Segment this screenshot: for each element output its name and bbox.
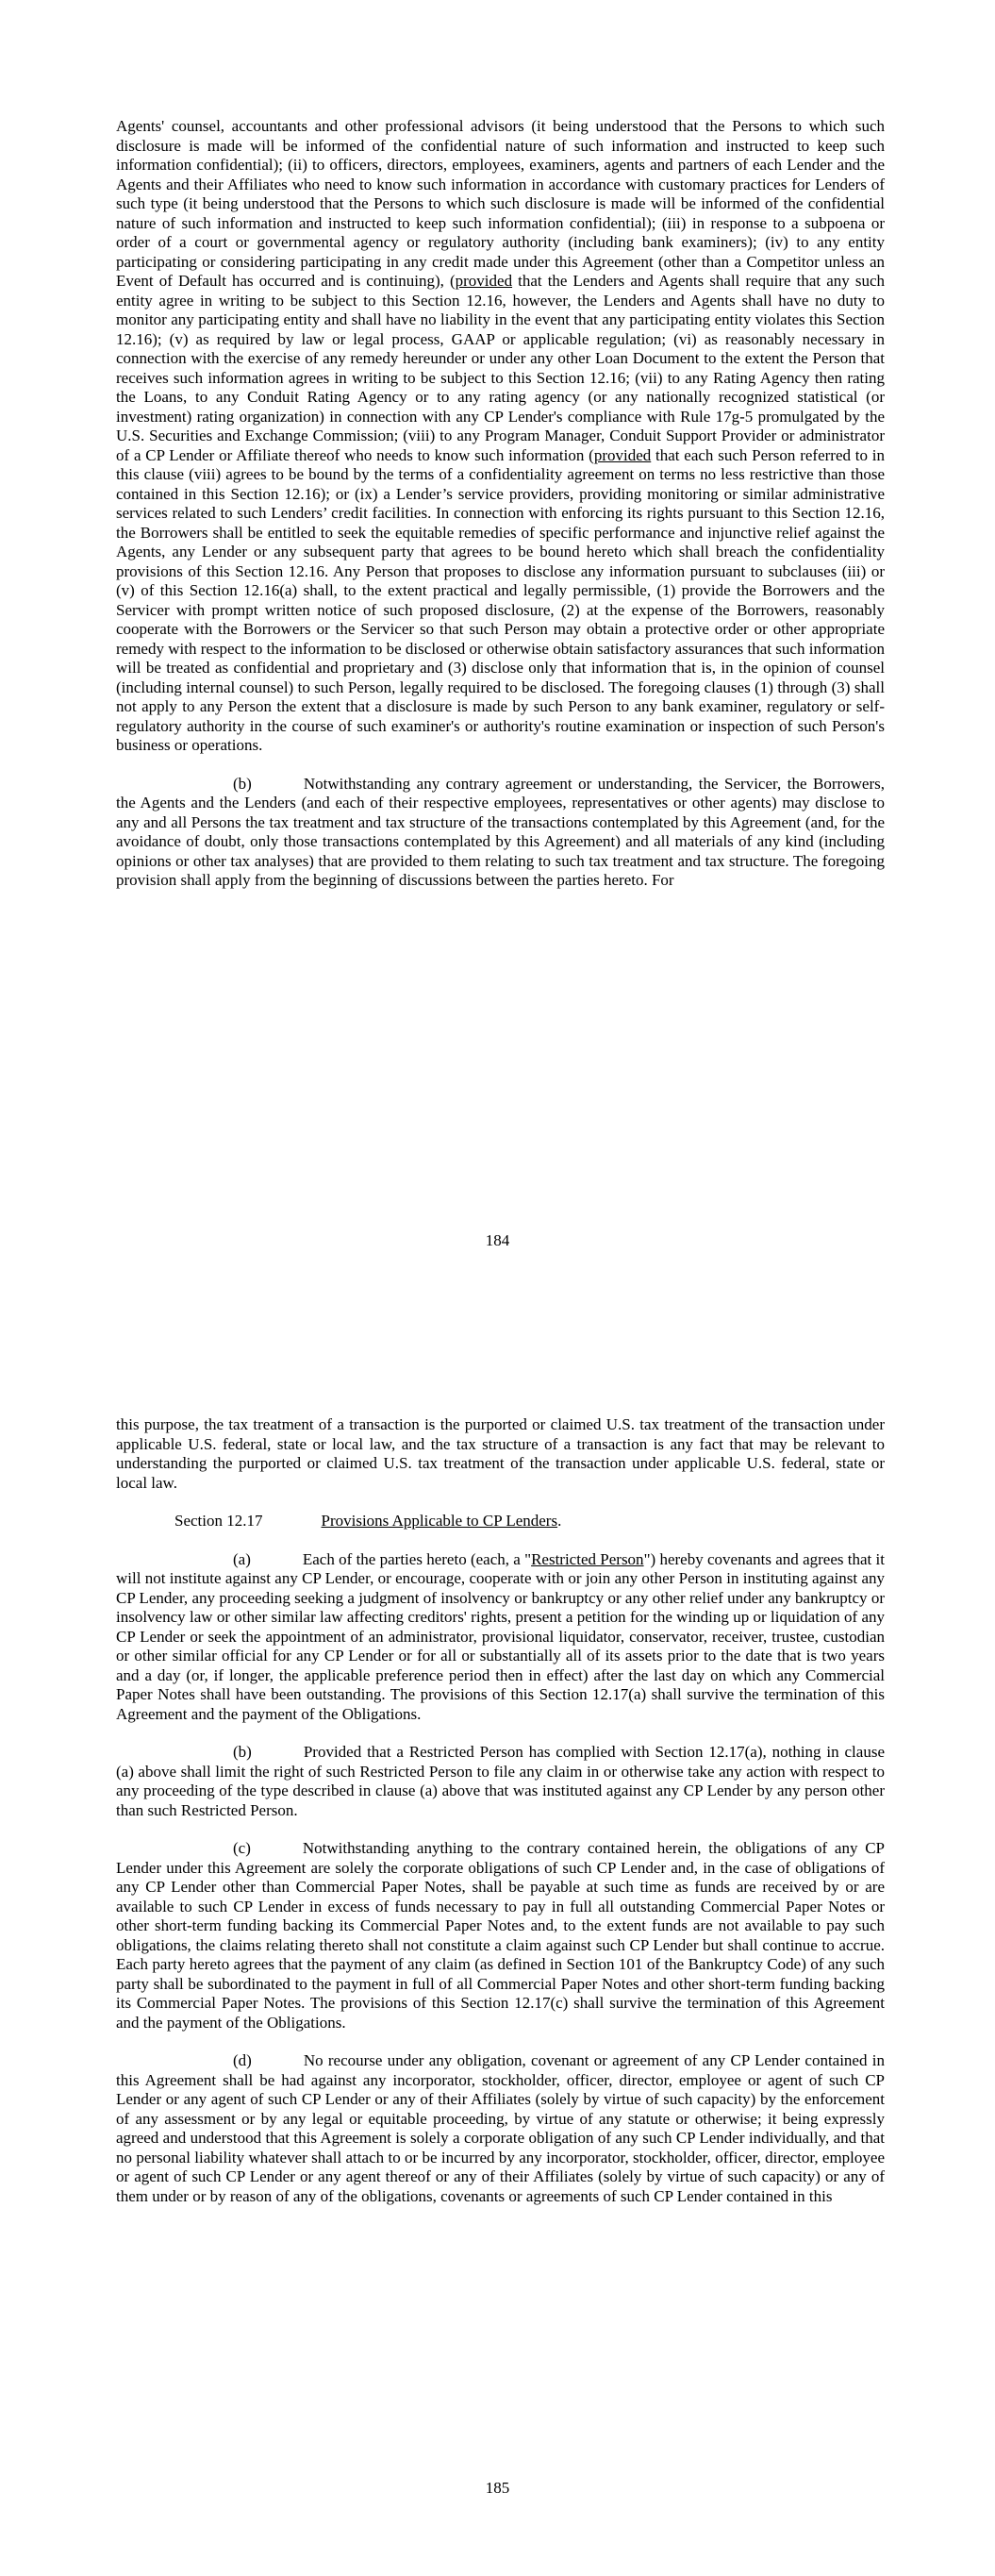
page-number: 185 bbox=[485, 2479, 510, 2497]
obligations-paragraph-c: (c) Notwithstanding anything to the contrary contained herein, the obligations of any CP Lender under this Agreement are solely the corporate obligations of such CP Lender and, in the case of obligations of any CP Lender other than Commercial Paper Notes, shall be payable at such time as funds are received by or are available to such CP Lender in excess of funds necessary to pay in full all outstanding Commercial Paper Notes or other short-term funding backing its Commercial Paper Notes and, to the extent funds are not available to pay such obligations, the claims relating thereto shall not constitute a claim against such CP Lender but shall continue to accrue. Each party hereto agrees that the payment of any claim (as defined in Section 101 of the Bankruptcy Code) of any such party shall be subordinated to the payment in full of all Commercial Paper Notes and other short-term funding backing its Commercial Paper Notes. The provisions of this Section 12.17(c) shall survive the termination of this Agreement and the payment of the Obligations. bbox=[116, 1839, 885, 2032]
clause-label: (b) bbox=[233, 774, 252, 793]
confidentiality-continuation-paragraph: Agents' counsel, accountants and other professional advisors (it being understood that the Persons to which such disclosure is made will be informed of the confidential nature of such information and instructed to keep such information confidential); (ii) to officers, directors, employees, examiners, agents and partners of each Lender and the Agents and their Affiliates who need to know such information in accordance with customary practices for Lenders of such type (it being understood that the Persons to which such disclosure is made will be informed of the confidential nature of such information and instructed to keep such information confidential); (iii) in response to a subpoena or order of a court or governmental agency or regulatory authority (including bank examiners); (iv) to any entity participating or considering participating in any credit made under this Agreement (other than a Competitor unless an Event of Default has occurred and is continuing), (provided that the Lenders and Agents shall require that any such entity agree in writing to be subject to this Section 12.16, however, the Lenders and Agents shall have no duty to monitor any participating entity and shall have no liability in the event that any participating entity violates this Section 12.16); (v) as required by law or legal process, GAAP or applicable regulation; (vi) as reasonably necessary in connection with the exercise of any remedy hereunder or under any other Loan Document to the extent the Person that receives such information agrees in writing to be subject to this Section 12.16; (vii) to any Rating Agency then rating the Loans, to any Conduit Rating Agency or to any rating agency (or any nationally recognized statistical (or investment) rating organization) in connection with any CP Lender's compliance with Rule 17g-5 promulgated by the U.S. Securities and Exchange Commission; (viii) to any Program Manager, Conduit Support Provider or administrator of a CP Lender or Affiliate thereof who needs to know such information (provided that each such Person referred to in this clause (viii) agrees to be bound by the terms of a confidentiality agreement on terms no less restrictive than those contained in this Section 12.16); or (ix) a Lender’s service providers, providing monitoring or similar administrative services related to such Lenders’ credit facilities. In connection with enforcing its rights pursuant to this Section 12.16, the Borrowers shall be entitled to seek the equitable remedies of specific performance and injunctive relief against the Agents, any Lender or any subsequent party that agrees to be bound hereto which shall breach the confidentiality provisions of this Section 12.16. Any Person that proposes to disclose any information pursuant to subclauses (iii) or (v) of this Section 12.16(a) shall, to the extent practical and legally permissible, (1) provide the Borrowers and the Servicer with prompt written notice of such proposed disclosure, (2) at the expense of the Borrowers, reasonably cooperate with the Borrowers or the Servicer so that such Person may obtain a protective order or other appropriate remedy with respect to the information to be disclosed or otherwise obtain satisfactory assurances that such information will be treated as confidential and proprietary and (3) disclose only that information that is, in the opinion of counsel (including internal counsel) to such Person, legally required to be disclosed. The foregoing clauses (1) through (3) shall not apply to any Person the extent that a disclosure is made by such Person to any bank examiner, regulatory or self-regulatory authority in the course of such examiner's or authority's routine examination or inspection of such Person's business or operations. bbox=[116, 117, 885, 754]
claims-paragraph-b: (b) Provided that a Restricted Person has complied with Section 12.17(a), nothing in clause (a) above shall limit the right of such Restricted Person to file any claim in or otherwise take any action with respect to any proceeding of the type described in clause (a) above that was instituted against any CP Lender by any person other than such Restricted Person. bbox=[116, 1743, 885, 1819]
no-recourse-paragraph-d: (d) No recourse under any obligation, covenant or agreement of any CP Lender contained in this Agreement shall be had against any incorporator, stockholder, officer, director, employee or agent of such CP Lender or any agent of such CP Lender or any of their Affiliates (solely by virtue of such capacity) by the enforcement of any assessment or by any legal or equitable proceeding, by virtue of any statute or otherwise; it being expressly agreed and understood that this Agreement is solely a corporate obligation of any such CP Lender individually, and that no personal liability whatever shall attach to or be incurred by any incorporator, stockholder, officer, director, employee or agent of such CP Lender or any agent thereof or any of their Affiliates (solely by virtue of such capacity) or any of them under or by reason of any of the obligations, covenants or agreements of such CP Lender contained in this bbox=[116, 2051, 885, 2205]
tax-disclosure-paragraph-b: (b) Notwithstanding any contrary agreement or understanding, the Servicer, the Borrowers, the Agents and the Lenders (and each of their respective employees, representatives or other agents) may disclose to any and all Persons the tax treatment and tax structure of the transactions contemplated by this Agreement (and, for the avoidance of doubt, only those transactions contemplated by this Agreement) and all materials of any kind (including opinions or other tax analyses) that are provided to them relating to such tax treatment and tax structure. The foregoing provision shall apply from the beginning of discussions between the parties hereto. For bbox=[116, 774, 885, 889]
provided-term: provided bbox=[455, 272, 513, 290]
clause-label: (c) bbox=[233, 1839, 251, 1857]
clause-label: (a) bbox=[233, 1549, 251, 1568]
section-title: Provisions Applicable to CP Lenders bbox=[321, 1512, 558, 1530]
tax-disclosure-continuation-paragraph: this purpose, the tax treatment of a transaction is the purported or claimed U.S. tax treatment of the transaction under applicable U.S. federal, state or local law, and the tax structure of a transaction is any fact that may be relevant to understanding the purported or claimed U.S. tax treatment of the transaction under applicable U.S. federal, state or local law. bbox=[116, 1415, 885, 1492]
restricted-person-paragraph-a: (a) Each of the parties hereto (each, a "Restricted Person") hereby covenants and agrees that it will not institute against any CP Lender, or encourage, cooperate with or join any other Person in instituting against any CP Lender, any proceeding seeking a judgment of insolvency or bankruptcy or any other relief under any bankruptcy or insolvency law or other similar law affecting creditors' rights, present a petition for the winding up or liquidation of any CP Lender or seek the appointment of an administrator, provisional liquidator, conservator, receiver, trustee, custodian or other similar official for any CP Lender or for all or substantially all of its assets prior to the date that is two years and a day (or, if longer, the applicable preference period then in effect) after the last day on which any Commercial Paper Notes shall have been outstanding. The provisions of this Section 12.17(a) shall survive the termination of this Agreement and the payment of the Obligations. bbox=[116, 1549, 885, 1723]
clause-label: (d) bbox=[233, 2051, 252, 2069]
section-number: Section 12.17 bbox=[174, 1512, 263, 1530]
restricted-person-term: Restricted Person bbox=[531, 1549, 644, 1568]
page-number: 184 bbox=[485, 1231, 510, 1249]
clause-label: (b) bbox=[233, 1743, 252, 1761]
page-184-body bbox=[116, 117, 885, 891]
page-185-body bbox=[116, 1415, 885, 2206]
section-heading: Section 12.17 Provisions Applicable to CP Lenders. bbox=[174, 1512, 562, 1530]
provided-term: provided bbox=[593, 445, 652, 464]
